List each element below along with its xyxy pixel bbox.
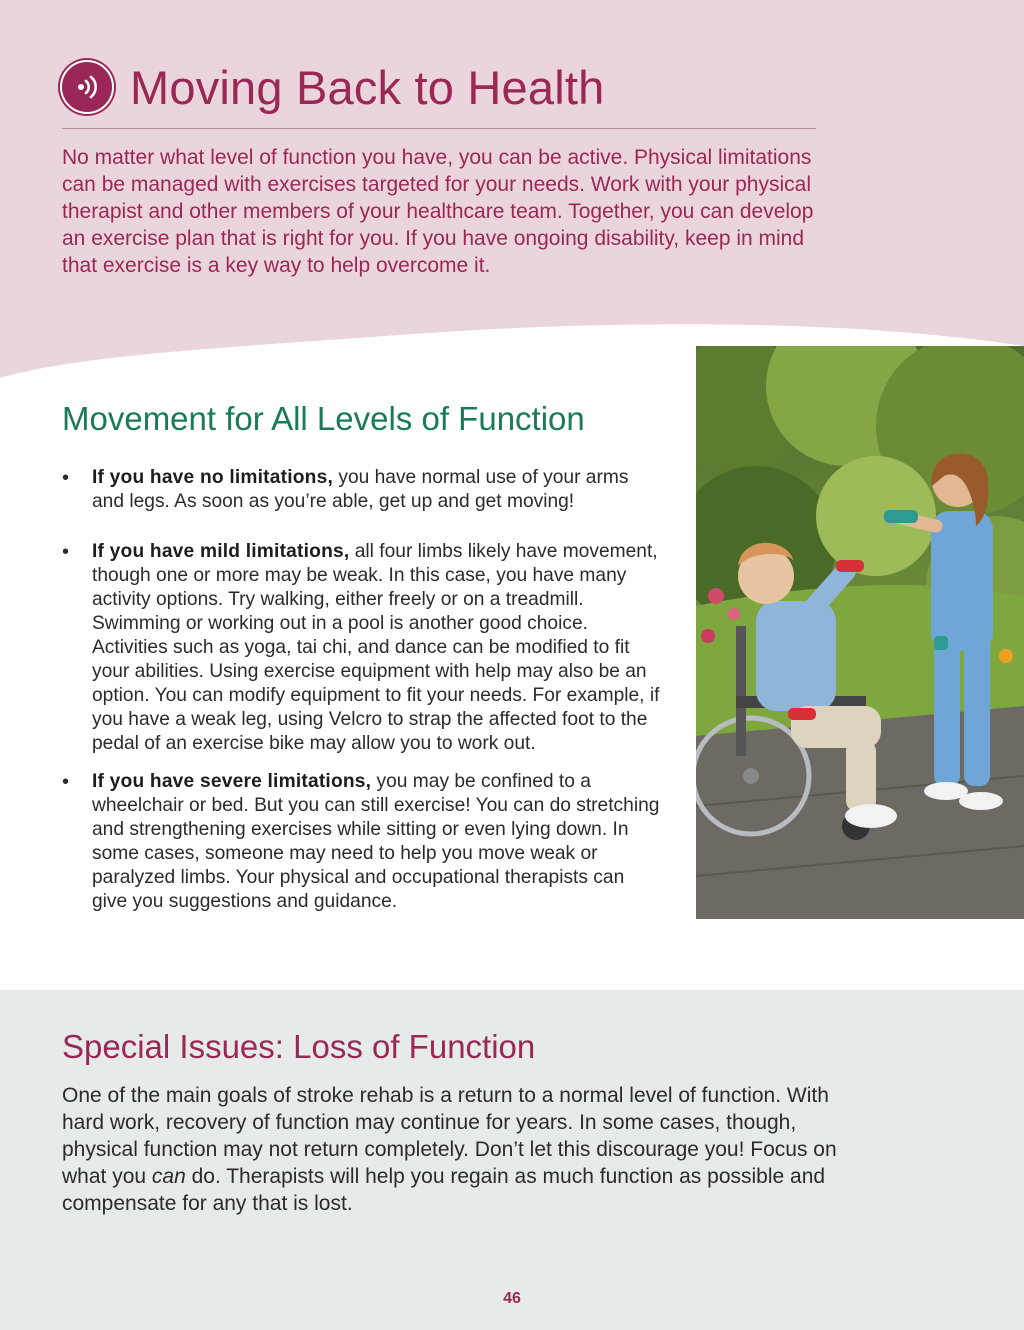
list-item-lead: If you have mild limitations,	[92, 541, 350, 562]
special-text-emphasis: can	[151, 1165, 186, 1188]
list-item	[62, 540, 662, 756]
list-item-text: all four limbs likely have movement, though one or more may be weak. In this case, you have many activity options. Try walking, either freely or on a treadmill. Swimming or working out in a pool is another good choice. Activities such as yoga, tai chi, and dance can be modified to fit your abilities. Using exercise equipment with help may also be an option. You can modify equipment to fit your needs. For example, if you have a weak leg, using Velcro to strap the affected foot to the pedal of an exercise bike may allow you to work out.	[92, 541, 660, 754]
list-item	[62, 466, 662, 514]
title-divider	[62, 128, 816, 129]
list-item-lead: If you have severe limitations,	[92, 771, 372, 792]
list-item-lead: If you have no limitations,	[92, 467, 334, 488]
special-text-start: One of the main goals of stroke rehab is a return to a normal level of function. With hard work, recovery of function may continue for years. In some cases, though, physical function may not return completely. Don’t let this discourage you! Focus on what you	[62, 1084, 837, 1188]
page-header	[60, 52, 604, 122]
special-issues-paragraph	[62, 1082, 842, 1217]
bullet-icon: •	[62, 541, 70, 563]
bullet-icon: •	[62, 467, 70, 489]
special-issues-heading: Special Issues: Loss of Function	[62, 1028, 536, 1065]
list-item	[62, 770, 662, 914]
list-item-text: you may be confined to a wheelchair or bed. But you can still exercise! You can do stretching and strengthening exercises while sitting or even lying down. In some cases, someone may need to help you move weak or paralyzed limbs. Your physical and occupational therapists can give you suggestions and guidance.	[92, 771, 660, 912]
bullet-icon: •	[62, 771, 70, 793]
movement-heading: Movement for All Levels of Function	[62, 400, 585, 437]
exercise-photo	[696, 346, 1024, 919]
page-number: 46	[503, 1290, 521, 1307]
audio-speaker-icon[interactable]	[60, 60, 114, 114]
movement-list	[62, 466, 662, 914]
page-title: Moving Back to Health	[130, 60, 605, 114]
list-item-text: you have normal use of your arms and legs. As soon as you’re able, get up and get moving!	[92, 467, 629, 512]
intro-paragraph: No matter what level of function you have, you can be active. Physical limitations can be managed with exercises targeted for your needs. Work with your physical therapist and other members of your healthcare team. Together, you can develop an exercise plan that is right for you. If you have ongoing disability, keep in mind that exercise is a key way to help overcome it.	[62, 146, 814, 277]
special-text-end: do. Therapists will help you regain as much function as possible and compensate for any that is lost.	[62, 1165, 826, 1215]
